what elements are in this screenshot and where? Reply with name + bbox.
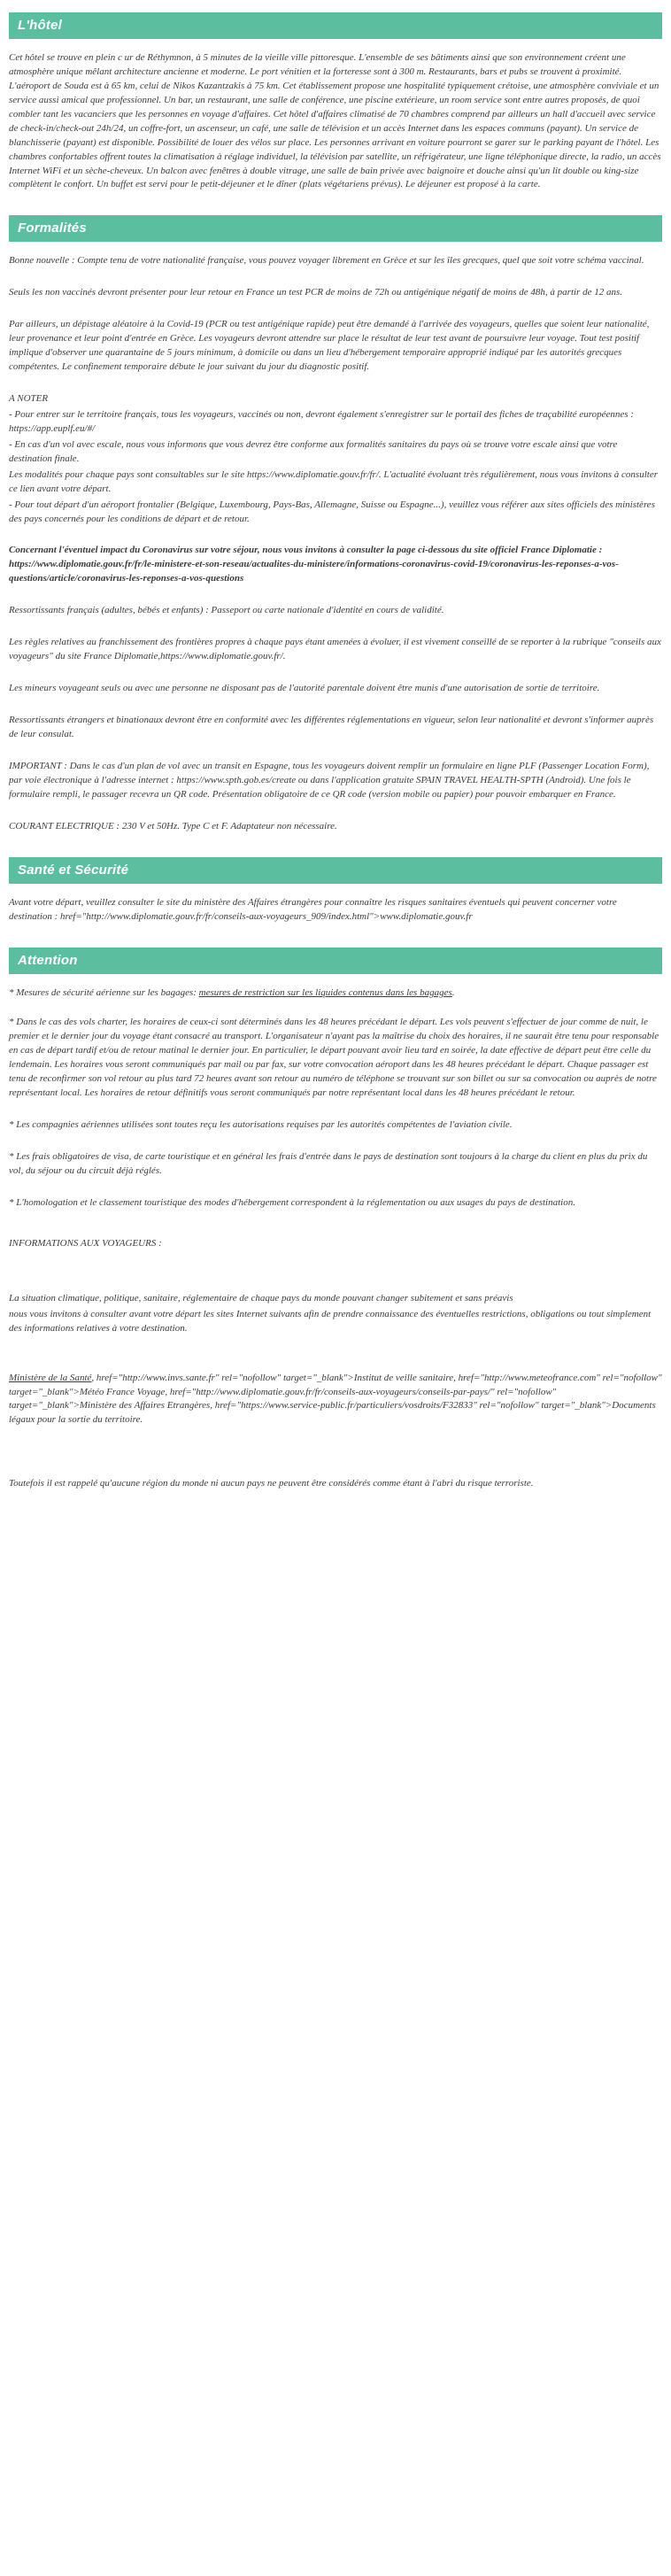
paragraph-important: IMPORTANT : Dans le cas d'un plan de vol avec un transit en Espagne, tous les voyageurs doivent remplir un formulaire en ligne PLF (Passenger Location Form), par voie électronique à l'adresse internet : https://www.spth.gob.es/create ou dans l'application gratuite SPAIN TRAVEL HEALTH-SPTH (Android). Une fois le formulaire rempli, le passager recevra un QR code. Présentation obligatoire de ce QR code (version mobile ou papier) pour pouvoir embarquer en France. — [9, 760, 650, 800]
paragraph-note-label: A NOTER — [9, 393, 49, 404]
paragraph-bagages-text: * Mesures de sécurité aérienne sur les bagages: mesures de restriction sur les liquides contenus dans les bagages. — [9, 986, 455, 998]
bagages-restrictions-link[interactable]: mesures de restriction sur les liquides contenus dans les bagages — [198, 986, 452, 998]
paragraph: Ressortissants étrangers et binationaux devront être en conformité avec les différentes réglementations en vigueur, selon leur nationalité et devront s'informer auprès de leur consulat. — [9, 715, 654, 739]
section-heading-hotel: L'hôtel — [9, 12, 662, 39]
paragraph-coronavirus-link: Concernant l'éventuel impact du Coronavirus sur votre séjour, nous vous invitons à consulter la page ci-dessous du site officiel France Diplomatie : https://www.diplomatie.gouv.fr/fr/le-ministere-et-son-reseau/actualites-du-ministere/informations-coronavirus-covid-19/coronavirus-les-reponses-a-vos-questions/article/coronavirus-les-reponses-a-vos-questions — [9, 545, 619, 584]
section-attention — [9, 948, 662, 1492]
paragraph-liens-utiles — [9, 1372, 662, 1428]
section-heading-formalites: Formalités — [9, 215, 662, 242]
paragraph: * Dans le cas des vols charter, les horaires de ceux-ci sont déterminés dans les 48 heures précédant le départ. Les vols peuvent s'effectuer de jour comme de nuit, le premier et le dernier jour du voyage étant consacré au transport. L'organisateur n'ayant pas la maîtrise du choix des horaires, il ne saurait être tenu pour responsable en cas de départ tardif et/ou de retour matinal le dernier jour. En particulier, le départ pouvant avoir lieu tard en soirée, la date effective de départ peut être celle du lendemain. Les horaires vous seront communiqués par mail ou par fax, sur votre convocation aéroport dans les 48 heures précédant le départ. Chaque passager est tenu de reconfirmer son vol retour au plus tard 72 heures avant son retour au numéro de téléphone se trouvant sur son billet ou sur sa convocation ou auprès de notre représentant local. Les horaires de retour définitifs vous seront communiqués par notre représentant local dans les 48 heures précédant le retour. — [9, 1017, 659, 1099]
paragraph: Par ailleurs, un dépistage aléatoire à la Covid-19 (PCR ou test antigénique rapide) peut être demandé à l'arrivée des voyageurs, quelles que soient leur nationalité, leur provenance et leur point d'entrée en Grèce. Les voyageurs devront attendre sur place le résultat de leur test avant de poursuivre leur voyage. Tout test positif implique d'observer une quarantaine de 5 jours minimum, à domicile ou dans un lieu d'hébergement temporaire approprié indiqué par les autorités grecques compétentes. Le confinement temporaire débute le jour suivant du jour du diagnostic positif. — [9, 319, 650, 373]
paragraph-informations-voyageurs: INFORMATIONS AUX VOYAGEURS : — [9, 1237, 162, 1249]
paragraph-bagages — [9, 986, 662, 1001]
paragraph: * Les compagnies aériennes utilisées sont toutes reçu les autorisations requises par les autorités compétentes de l'aviation civile. — [9, 1119, 513, 1131]
paragraph: Les règles relatives au franchissement des frontières propres à chaque pays étant amenées à évoluer, il est vivement conseillé de se reporter à la rubrique "conseils aux voyageurs" du site France Diplomatie,https://www.diplomatie.gouv.fr/. — [9, 637, 661, 662]
paragraph: Avant votre départ, veuillez consulter le site du ministère des Affaires étrangères pour connaître les risques sanitaires éventuels qui peuvent concerner votre destination : href="http://www.diplomatie.gouv.fr/fr/conseils-aux-voyageurs_909/index.html">www.diplomatie.gouv.fr — [9, 896, 617, 922]
ministere-sante-link[interactable]: Ministère de la Santé — [9, 1372, 92, 1383]
paragraph-liens-rest: , href="http://www.invs.sante.fr" rel="nofollow" target="_blank">Institut de veille sanitaire, href="http://www.meteofrance.com" rel="nofollow" target="_blank">Météo France Voyage, href="http://www.diplomatie.gouv.fr/fr/conseils-aux-voyageurs/conseils-par-pays/" rel="nofollow" target="_blank">Ministère des Affaires Etrangères, href="https://www.service-public.fr/particuliers/vosdroits/F32833" rel="nofollow" target="_blank">Documents légaux pour la sortie du territoire. — [9, 1372, 662, 1426]
section-sante-securite — [9, 857, 662, 924]
section-hotel — [9, 12, 662, 192]
paragraph: Les mineurs voyageant seuls ou avec une personne ne disposant pas de l'autorité parentale doivent être munis d'une autorisation de sortie de territoire. — [9, 683, 600, 694]
paragraph: Ressortissants français (adultes, bébés et enfants) : Passeport ou carte nationale d'identité en cours de validité. — [9, 605, 444, 616]
paragraph: * L'homologation et le classement touristique des modes d'hébergement correspondent à la réglementation ou aux usages du pays de destination. — [9, 1196, 575, 1208]
paragraph: - Pour tout départ d'un aéroport frontalier (Belgique, Luxembourg, Pays-Bas, Allemagne, Suisse ou Espagne...), veuillez vous référer aux sites officiels des ministères des pays concernés pour les conditions de départ et de retour. — [9, 499, 655, 524]
paragraph: Seuls les non vaccinés devront présenter pour leur retour en France un test PCR de moins de 72h ou antigénique négatif de moins de 48h, à partir de 12 ans. — [9, 287, 622, 298]
section-heading-sante: Santé et Sécurité — [9, 857, 662, 884]
paragraph: Les modalités pour chaque pays sont consultables sur le site https://www.diplomatie.gouv.fr/fr/. L'actualité évoluant très régulièrement, nous vous invitons à consulter ce lien avant votre départ. — [9, 468, 658, 494]
paragraph: - Pour entrer sur le territoire français, tous les voyageurs, vaccinés ou non, devront également s'enregistrer sur le portail des fiches de traçabilité européennes : https://app.euplf.eu/#/ — [9, 408, 634, 434]
paragraph-risque-terroriste: Toutefois il est rappelé qu'aucune région du monde ni aucun pays ne peuvent être considérés comme étant à l'abri du risque terroriste. — [9, 1478, 534, 1489]
paragraph: nous vous invitons à consulter avant votre départ les sites Internet suivants afin de prendre connaissance des éventuelles restrictions, obligations ou tout simplement des informations relatives à votre destination. — [9, 1308, 652, 1334]
section-heading-attention: Attention — [9, 948, 662, 974]
paragraph: - En cas d'un vol avec escale, nous vous informons que vous devrez être conforme aux formalités sanitaires du pays où se trouve votre escale ainsi que votre destination finale. — [9, 438, 618, 464]
section-formalites — [9, 215, 662, 833]
paragraph: Bonne nouvelle : Compte tenu de votre nationalité française, vous pouvez voyager librement en Grèce et sur les îles grecques, quel que soit votre schéma vaccinal. — [9, 255, 644, 267]
document-page — [0, 12, 671, 1550]
paragraph: Cet hôtel se trouve en plein c ur de Réthymnon, à 5 minutes de la vieille ville pittoresque. L'ensemble de ses bâtiments ainsi que son environnement créent une atmosphère unique mêlant architecture ancienne et moderne. Le port vénitien et la forteresse sont à 300 m. Restaurants, bars et pubs se trouvent à proximité. L'aéroport de Souda est à 65 km, celui de Nikos Kazantzakis à 75 km. Cet établissement propose une hospitalité typiquement crétoise, une atmosphère conviviale et un service aussi amical que professionnel. Un bar, un restaurant, une salle de conférence, une piscine extérieure, un room service sont entre autres proposés, de quoi combler tant les vacanciers que les personnes en voyage d'affaires. Cet hôtel d'affaires climatisé de 70 chambres comprend par ailleurs un hall d'accueil avec service de check-in/check-out 24h/24, un coffre-fort, un ascenseur, un café, une salle de télévision et un accès Internet dans les espaces communs (payant). Un service de blanchisserie (payant) est disponible. Possibilité de louer des vélos sur place. Les personnes arrivant en voiture pourront se garer sur le parking payant de l'hôtel. Les chambres confortables offrent toutes la climatisation à réglage individuel, la télévision par satellite, un réfrigérateur, une ligne téléphonique directe, la radio, un accès Internet WiFi et un sèche-cheveux. Un balcon avec fenêtres à double vitrage, une salle de bain privée avec baignoire et douche ainsi qu'un lit double ou king-size complètent le confort. Un buffet est servi pour le petit-déjeuner et le dîner (plats végétariens prévus). Le déjeuner est proposé à la carte. — [9, 52, 661, 190]
paragraph-electricite: COURANT ELECTRIQUE : 230 V et 50Hz. Type C et F. Adaptateur non nécessaire. — [9, 820, 337, 832]
paragraph: La situation climatique, politique, sanitaire, réglementaire de chaque pays du monde pouvant changer subitement et sans préavis — [9, 1292, 513, 1303]
paragraph: * Les frais obligatoires de visa, de carte touristique et en général les frais d'entrée dans le pays de destination sont toujours à la charge du client en plus du prix du vol, du séjour ou du circuit déjà réglés. — [9, 1151, 648, 1176]
